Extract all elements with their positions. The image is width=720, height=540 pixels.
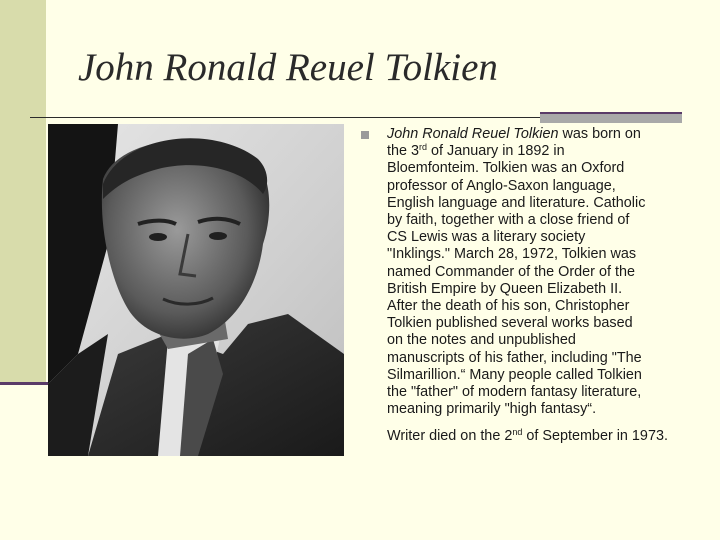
closing-paragraph [387,428,717,445]
slide-title: John Ronald Reuel Tolkien [78,46,498,89]
bullet-marker [361,131,369,139]
bio-body: of January in 1892 in Bloemfonteim. Tolkien was an Oxford professor of Anglo-Saxon language, English language and literature. Catholic by faith, together with a close friend of CS Lewis was a literary society "Inklings." March 28, 1972, Tolkien was named Commander of the Order of the British Empire by Queen Elizabeth II. After the death of his son, Christopher Tolkien published several works based on the notes and unpublished manuscripts of his father, including "The Silmarillion.“ Many people called Tolkien the "father" of modern fantasy literature, meaning primarily "high fantasy“. [387,143,646,418]
title-divider [30,117,540,118]
ordinal-suffix: rd [419,142,428,153]
subject-name: John Ronald Reuel Tolkien [387,126,559,142]
left-accent-line [0,382,48,385]
bio-intro: was born on the 3 [387,126,641,160]
portrait-photo [48,124,344,456]
portrait-illustration [48,124,344,456]
title-accent-bar [540,112,682,123]
closing-before: Writer died on the 2 [387,428,513,444]
left-accent-bar [0,0,46,382]
closing-after: of September in 1973. [522,428,668,444]
bio-paragraph [387,126,717,418]
closing-ordinal: nd [512,427,523,437]
